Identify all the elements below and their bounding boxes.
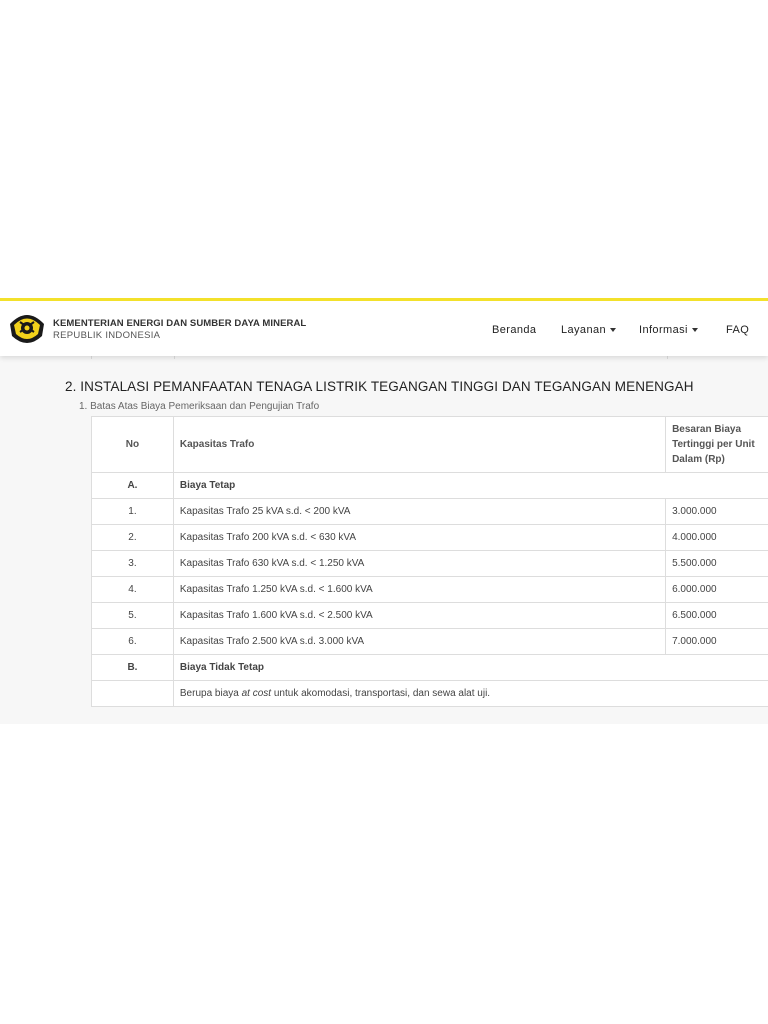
group-no: A. bbox=[92, 473, 174, 499]
table-row bbox=[92, 499, 768, 525]
nav-beranda[interactable] bbox=[492, 324, 536, 336]
header-capacity: Kapasitas Trafo bbox=[173, 417, 665, 473]
header-no: No bbox=[92, 417, 174, 473]
row-cost: 3.000.000 bbox=[666, 499, 768, 525]
row-capacity: Kapasitas Trafo 1.250 kVA s.d. < 1.600 kVA bbox=[173, 577, 665, 603]
group-no: B. bbox=[92, 655, 174, 681]
row-cost: 6.000.000 bbox=[666, 577, 768, 603]
note-cell bbox=[173, 681, 768, 707]
row-no: 6. bbox=[92, 629, 174, 655]
table-row bbox=[92, 525, 768, 551]
table-row bbox=[92, 577, 768, 603]
group-row bbox=[92, 655, 768, 681]
note-emphasis: at cost bbox=[241, 688, 272, 699]
note-text: untuk akomodasi, transportasi, dan sewa alat uji. bbox=[271, 688, 491, 699]
nav-layanan[interactable] bbox=[561, 324, 616, 336]
row-capacity: Kapasitas Trafo 2.500 kVA s.d. 3.000 kVA bbox=[173, 629, 665, 655]
nav-informasi-label: Informasi bbox=[639, 324, 688, 336]
table-row bbox=[92, 551, 768, 577]
header-cost bbox=[666, 417, 768, 473]
row-capacity: Kapasitas Trafo 200 kVA s.d. < 630 kVA bbox=[173, 525, 665, 551]
row-cost: 6.500.000 bbox=[666, 603, 768, 629]
row-no bbox=[92, 681, 174, 707]
row-no: 5. bbox=[92, 603, 174, 629]
row-capacity: Kapasitas Trafo 630 kVA s.d. < 1.250 kVA bbox=[173, 551, 665, 577]
group-row bbox=[92, 473, 768, 499]
table-row bbox=[92, 629, 768, 655]
fee-table bbox=[91, 416, 768, 707]
row-no: 2. bbox=[92, 525, 174, 551]
table-row bbox=[92, 603, 768, 629]
esdm-emblem-logo[interactable] bbox=[8, 310, 46, 346]
nav-faq-label: FAQ bbox=[726, 324, 750, 336]
nav-faq[interactable] bbox=[726, 324, 749, 336]
group-label: Biaya Tetap bbox=[173, 473, 768, 499]
row-no: 3. bbox=[92, 551, 174, 577]
row-no: 1. bbox=[92, 499, 174, 525]
row-cost: 5.500.000 bbox=[666, 551, 768, 577]
row-cost: 4.000.000 bbox=[666, 525, 768, 551]
row-capacity: Kapasitas Trafo 25 kVA s.d. < 200 kVA bbox=[173, 499, 665, 525]
group-label: Biaya Tidak Tetap bbox=[173, 655, 768, 681]
note-text: Berupa biaya bbox=[179, 688, 242, 699]
screenshot-area bbox=[0, 298, 768, 724]
table-header-row bbox=[92, 417, 768, 473]
row-capacity: Kapasitas Trafo 1.600 kVA s.d. < 2.500 kVA bbox=[173, 603, 665, 629]
nav-informasi[interactable] bbox=[639, 324, 698, 336]
org-subtitle: REPUBLIK INDONESIA bbox=[53, 330, 161, 341]
row-cost: 7.000.000 bbox=[666, 629, 768, 655]
chevron-down-icon bbox=[610, 328, 616, 332]
org-name: KEMENTERIAN ENERGI DAN SUMBER DAYA MINERAL bbox=[53, 318, 307, 329]
previous-table-remnant bbox=[91, 356, 768, 359]
nav-beranda-label: Beranda bbox=[492, 324, 537, 336]
sub-section-title: 1. Batas Atas Biaya Pemeriksaan dan Pengujian Trafo bbox=[79, 401, 320, 412]
header-cost-line: Tertinggi per Unit bbox=[672, 439, 755, 450]
row-no: 4. bbox=[92, 577, 174, 603]
table-row bbox=[92, 681, 768, 707]
header-cost-line: Besaran Biaya bbox=[672, 424, 742, 435]
section-title: 2. INSTALASI PEMANFAATAN TENAGA LISTRIK TEGANGAN TINGGI DAN TEGANGAN MENENGAH bbox=[65, 379, 694, 394]
header-cost-line: Dalam (Rp) bbox=[672, 454, 725, 465]
top-navbar bbox=[0, 298, 768, 356]
chevron-down-icon bbox=[692, 328, 698, 332]
nav-layanan-label: Layanan bbox=[561, 324, 607, 336]
